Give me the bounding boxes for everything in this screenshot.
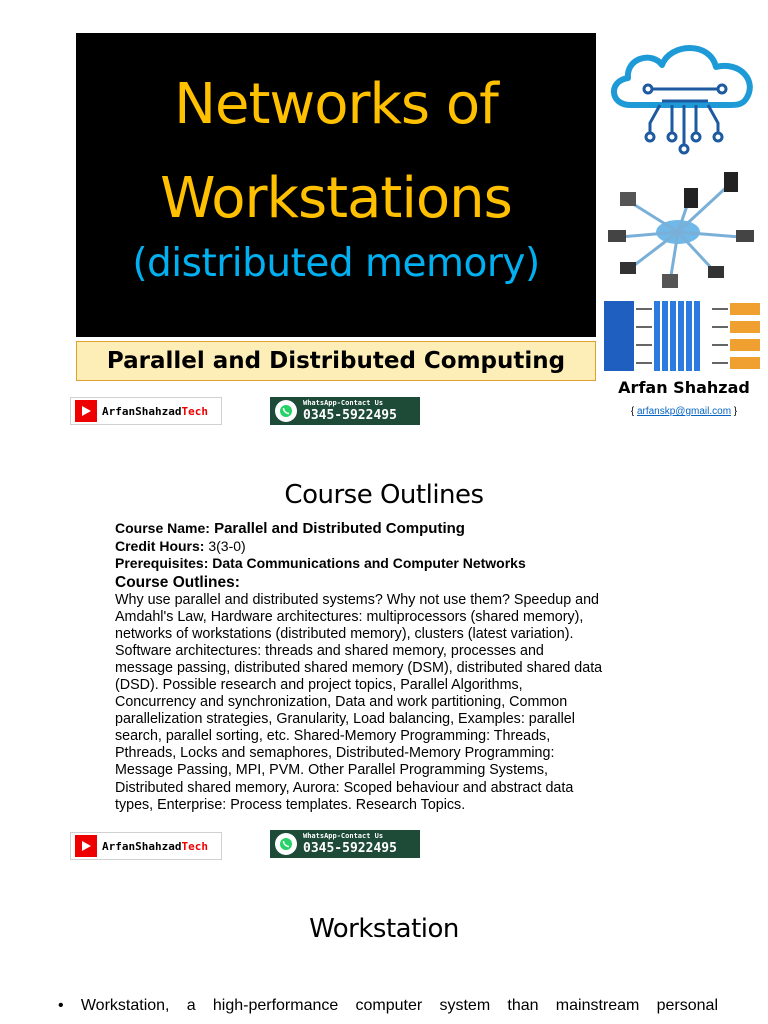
whatsapp-icon [275,400,297,422]
whatsapp-contact-badge[interactable] [270,830,420,858]
youtube-channel-name: ArfanShahzadTech [102,404,208,418]
course-name-row: Course Name: Parallel and Distributed Computing [115,520,465,537]
architecture-icon [600,295,768,373]
title-panel [76,33,596,337]
whatsapp-label: WhatsApp-Contact Us [303,399,384,407]
cloud-icon [600,33,768,158]
prerequisites-row: Prerequisites: Data Communications and Computer Networks [115,555,526,571]
outline-line: message passing, distributed shared memory (DSM), distributed shared data [115,659,603,676]
email-brace-close: } [731,406,738,417]
subtitle: (distributed memory) [132,241,540,286]
outline-line: types, Enterprise: Process templates. Research Topics. [115,796,466,813]
whatsapp-icon [275,833,297,855]
youtube-channel-badge[interactable] [70,832,222,860]
youtube-play-icon [75,835,97,857]
outlines-heading: Course Outlines: [115,573,240,591]
outline-line: Concurrency and synchronization, Data and work partitioning, Common [115,694,568,711]
whatsapp-number: 0345-5922495 [303,841,397,856]
author-email [600,406,768,417]
outline-line: (DSD). Possible research and project topics, Parallel Algorithms, [115,676,523,693]
course-outlines-title: Course Outlines [284,480,484,510]
youtube-channel-badge[interactable] [70,397,222,425]
email-brace-open: { [630,406,637,417]
workstation-bullet [58,995,718,1017]
whatsapp-label: WhatsApp-Contact Us [303,832,384,840]
credit-hours-row: Credit Hours: 3(3-0) [115,537,246,554]
parallel-architecture-image [600,295,768,373]
network-diagram-image [600,162,768,292]
outlines-paragraph [115,592,655,814]
outline-line: Distributed shared memory, Aurora: Scoped behaviour and abstract data [115,779,574,796]
email-link[interactable]: arfanskp@gmail.com [636,406,732,417]
workstation-title: Workstation [309,914,459,944]
outline-line: Software architectures: threads and shared memory, processes and [115,642,544,659]
course-details [115,520,655,814]
bullet-dot-icon: • [58,997,81,1014]
outline-line: parallelization strategies, Granularity, Load balancing, Examples: parallel [115,711,575,728]
whatsapp-contact-badge[interactable] [270,397,420,425]
outline-line: Pthreads, Locks and semaphores, Distributed-Memory Programming: [115,745,555,762]
title-line-2: Workstations [160,166,512,231]
whatsapp-number: 0345-5922495 [303,408,397,423]
youtube-play-icon [75,400,97,422]
bullet-text: Workstation, a high-performance computer system than mainstream personal [80,997,719,1014]
course-banner: Parallel and Distributed Computing [76,341,596,381]
title-line-1: Networks of [174,72,498,137]
outline-line: Message Passing, MPI, PVM. Other Parallel Programming Systems, [115,762,549,779]
cloud-network-image [600,33,768,158]
youtube-channel-name: ArfanShahzadTech [102,839,208,853]
author-name: Arfan Shahzad [618,378,750,397]
outline-line: search, parallel sorting, etc. Shared-Memory Programming: Threads, [115,728,551,745]
outline-line: Amdahl's Law, Hardware architectures: multiprocessors (shared memory), [115,608,584,625]
outline-line: Why use parallel and distributed systems? Why not use them? Speedup and [115,591,599,608]
outline-line: networks of workstations (distributed memory), clusters (latest variation). [115,625,574,642]
network-icon [600,162,768,292]
